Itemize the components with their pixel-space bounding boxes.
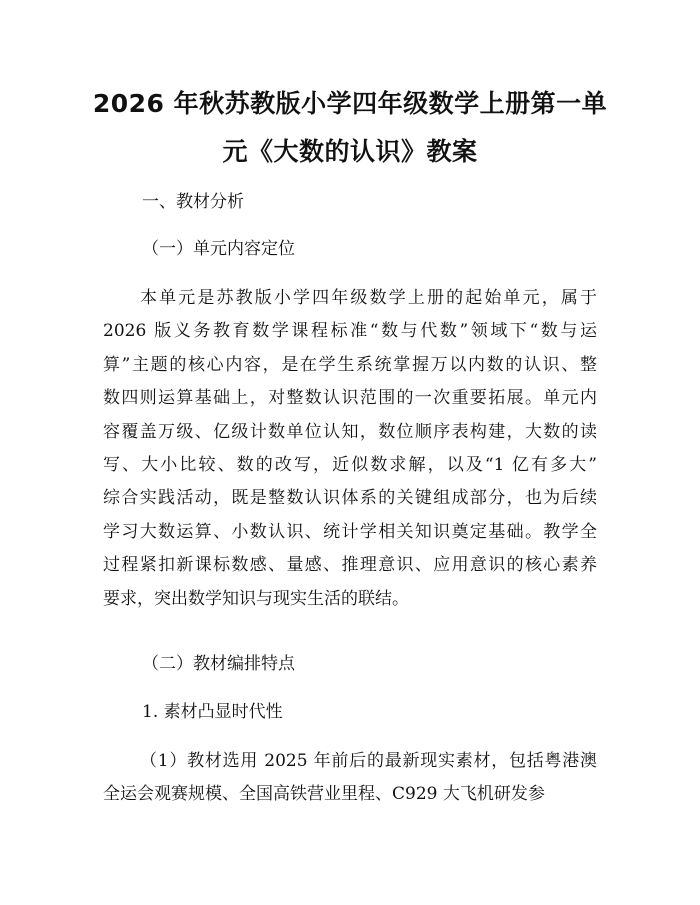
paragraph-line: 本单元是苏教版小学四年级数学上册的起始单元，属于 <box>140 288 597 308</box>
paragraph-line: 要求，突出数学知识与现实生活的联结。 <box>103 588 409 609</box>
paragraph-line: 全运会观赛规模、全国高铁营业里程、C929 大飞机研发参 <box>103 784 545 805</box>
paragraph-line: （1）教材选用 2025 年前后的最新现实素材，包括粤港澳 <box>140 751 597 771</box>
paragraph-line: 容覆盖万级、亿级计数单位认知，数位顺序表构建，大数的读 <box>103 421 597 442</box>
document-title-line-2: 元《大数的认识》教案 <box>222 137 478 166</box>
paragraph-line: 学习大数运算、小数认识、统计学相关知识奠定基础。教学全 <box>103 521 597 542</box>
subsection-heading-layout-features: （二）教材编排特点 <box>142 654 295 674</box>
paragraph-line: 算”主题的核心内容，是在学生系统掌握万以内数的认识、整 <box>103 354 597 375</box>
document-title-line-1: 2026 年秋苏教版小学四年级数学上册第一单 <box>92 89 608 118</box>
paragraph-line: 2026 版义务教育数学课程标准“数与代数”领域下“数与运 <box>103 321 597 342</box>
paragraph-timely-materials <box>103 745 597 812</box>
sub-subsection-heading-timely-materials: 1. 素材凸显时代性 <box>142 702 283 722</box>
section-heading-materials-analysis: 一、教材分析 <box>142 192 244 212</box>
paragraph-line: 综合实践活动，既是整数认识体系的关键组成部分，也为后续 <box>103 488 597 509</box>
subsection-heading-unit-positioning: （一）单元内容定位 <box>142 239 295 259</box>
paragraph-unit-positioning <box>103 282 597 616</box>
paragraph-line: 写、大小比较、数的改写，近似数求解，以及“1 亿有多大” <box>103 454 597 475</box>
paragraph-line: 过程紧扣新课标数感、量感、推理意识、应用意识的核心素养 <box>103 555 597 576</box>
paragraph-line: 数四则运算基础上，对整数认识范围的一次重要拓展。单元内 <box>103 388 597 409</box>
